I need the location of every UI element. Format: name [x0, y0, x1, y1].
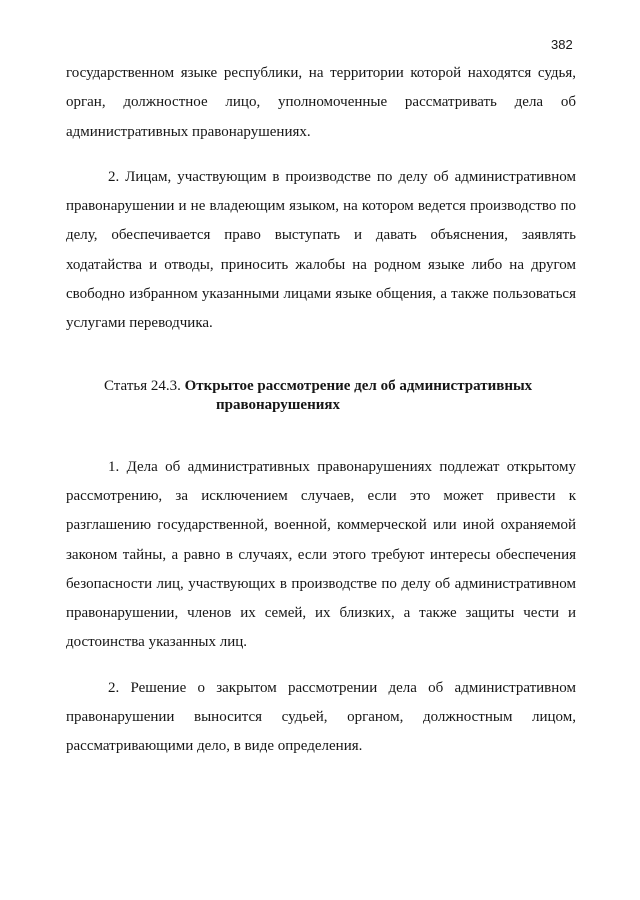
section-gap	[66, 415, 576, 453]
article-label: Статья 24.3.	[104, 377, 181, 394]
page-number: 382	[551, 37, 573, 52]
paragraph-article-item-1: 1. Дела об административных правонарушениях подлежат открытому рассмотрению, за исключением случаев, если это может привести к разглашению государственной, военной, коммерческой или иной охраняемой законом тайны, а равно в случаях, если этого требуют интересы обеспечения безопасности лиц, участвующих в производстве по делу об административном правонарушении, членов их семей, их близких, а также защиты чести и достоинства указанных лиц.	[66, 458, 576, 651]
paragraph-gap	[66, 147, 576, 163]
document-body	[66, 59, 576, 762]
paragraph-continuation: государственном языке республики, на территории которой находятся судья, орган, должностное лицо, уполномоченные рассматривать дела об административных правонарушениях.	[66, 65, 576, 140]
article-title-line2: правонарушениях	[216, 396, 340, 413]
article-title-line1: Открытое рассмотрение дел об административных	[184, 377, 533, 394]
section-gap	[66, 339, 576, 377]
paragraph-article-item-2: 2. Решение о закрытом рассмотрении дела об административном правонарушении выносится судьей, органом, должностным лицом, рассматривающими дело, в виде определения.	[66, 679, 576, 755]
paragraph-gap	[66, 658, 576, 674]
article-heading	[104, 377, 576, 415]
paragraph-item-2: 2. Лицам, участвующим в производстве по делу об административном правонарушении и не владеющим языком, на котором ведется производство по делу, обеспечивается право выступать и давать объяснения, заявлять ходатайства и отводы, приносить жалобы на родном языке либо на другом свободно избранном указанными лицами языке общения, а также пользоваться услугами переводчика.	[66, 168, 576, 332]
